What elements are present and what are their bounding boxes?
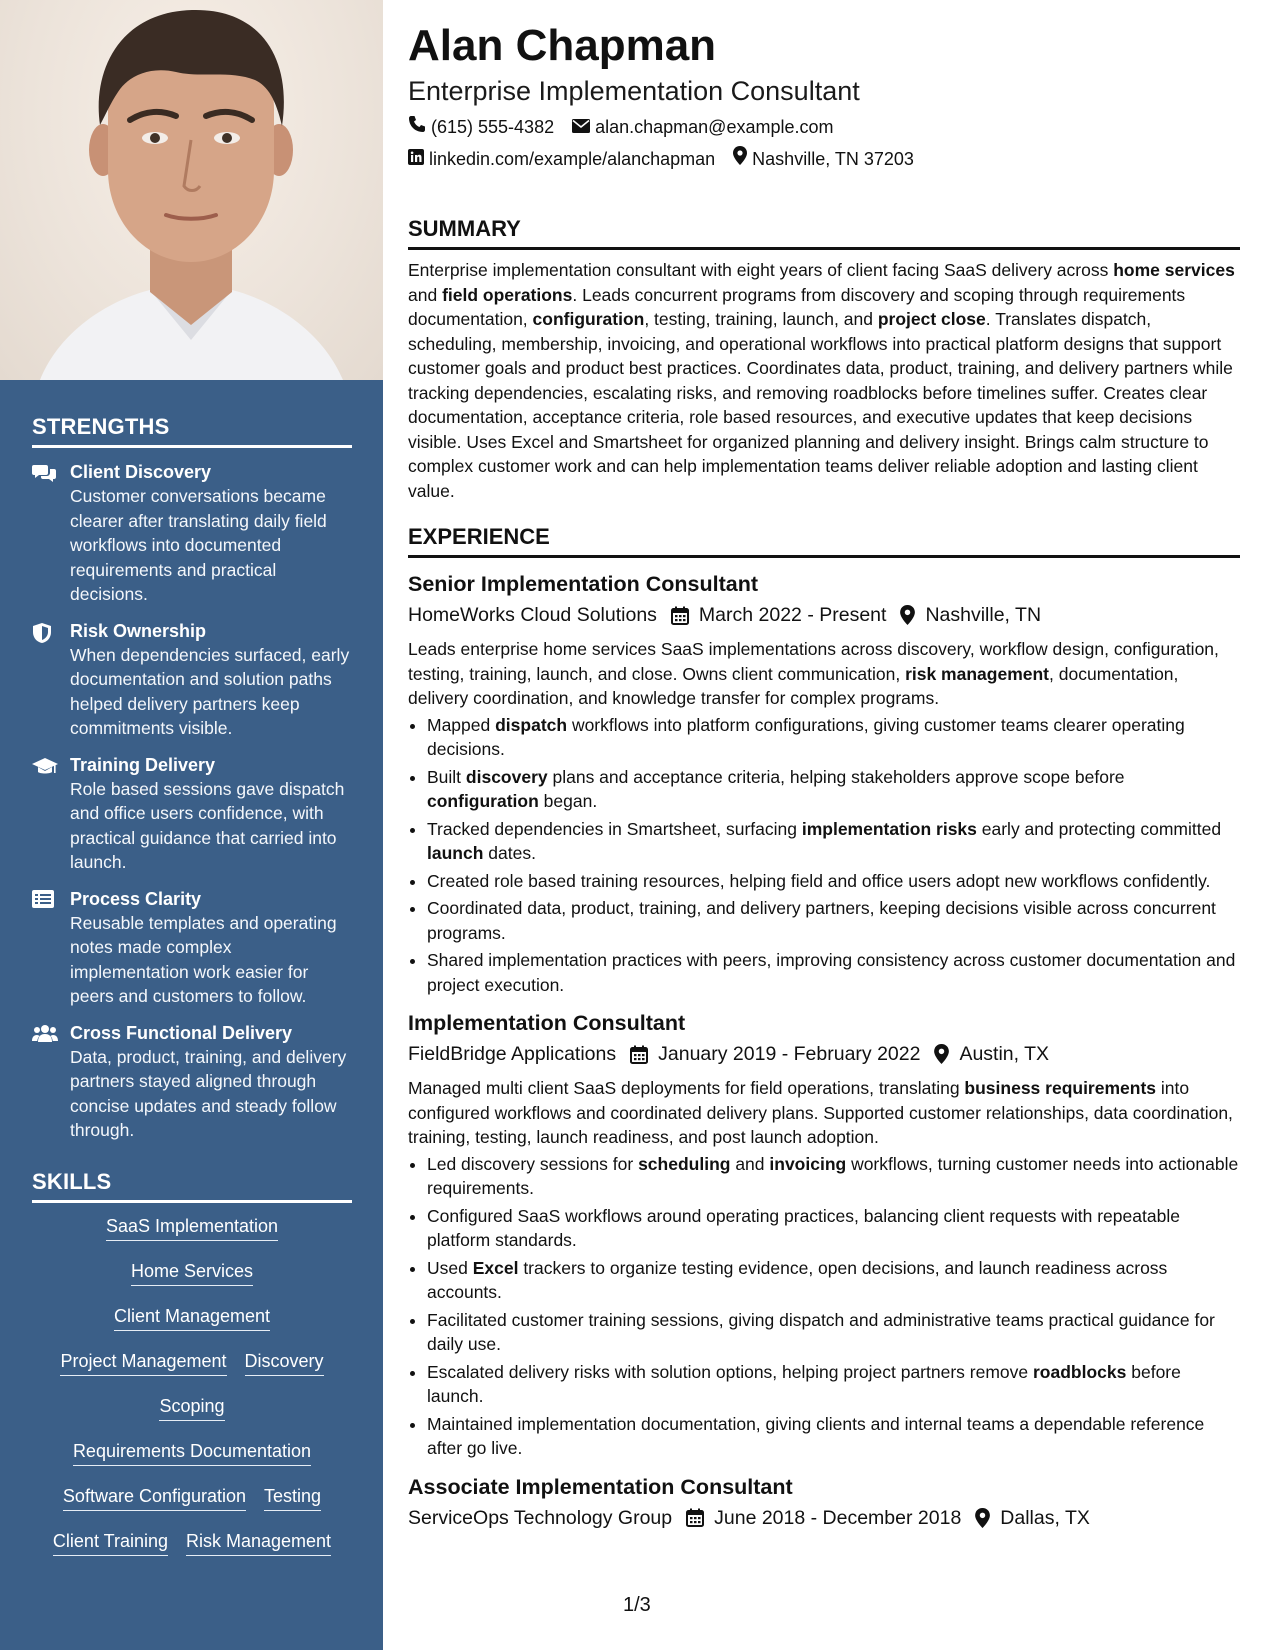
job-company: HomeWorks Cloud Solutions bbox=[408, 604, 657, 626]
text-span: into configured workflows and coordinated delivery plans. Supported customer relationships, data coordination, training, testing, launch readiness, and post launch adoption. bbox=[408, 1078, 1233, 1147]
strength-desc: Customer conversations became clearer after translating daily field workflows into documented requirements and practical decisions. bbox=[70, 486, 327, 604]
strength-title: Process Clarity bbox=[70, 888, 202, 909]
text-span: Enterprise implementation consultant with eight years of client facing SaaS delivery across bbox=[408, 260, 1114, 280]
text-span: Led discovery sessions for bbox=[427, 1153, 639, 1174]
job-bullets bbox=[408, 1152, 1240, 1461]
linkedin-text[interactable]: linkedin.com/example/alanchapman bbox=[429, 148, 716, 169]
skill-tag: Software Configuration bbox=[63, 1485, 246, 1511]
skill-row bbox=[32, 1485, 352, 1530]
text-span: . Translates dispatch, scheduling, membership, invoicing, and operational workflows into practical platform designs that support customer goals and product best practices. Coordinates data, product, training, and delivery partners while tracking dependencies, escalating risks, and removing roadblocks before timelines suffer. Creates clear documentation, acceptance criteria, role based resources, and executive updates that keep decisions visible. Uses Excel and Smartsheet for organized planning and delivery insight. Brings calm structure to complex customer work and can help implementation teams deliver reliable adoption and lasting client value. bbox=[408, 309, 1233, 501]
job-entry bbox=[408, 1473, 1240, 1532]
linkedin-icon bbox=[408, 147, 424, 171]
job-company: ServiceOps Technology Group bbox=[408, 1506, 673, 1529]
bullet-item bbox=[427, 1360, 1240, 1409]
bold-keyword: discovery bbox=[465, 766, 548, 787]
email-contact[interactable] bbox=[572, 115, 833, 139]
bold-keyword: business requirements bbox=[964, 1078, 1157, 1098]
skill-row bbox=[32, 1395, 352, 1440]
bold-keyword: Excel bbox=[472, 1257, 519, 1278]
strength-desc: Role based sessions gave dispatch and office users confidence, with practical guidance that carried into launch. bbox=[70, 778, 345, 872]
bullet-item bbox=[427, 1308, 1240, 1357]
text-span: Tracked dependencies in Smartsheet, surfacing bbox=[427, 818, 802, 839]
text-span: and bbox=[730, 1153, 770, 1174]
page-number: 1/3 bbox=[623, 1594, 651, 1616]
text-span: Facilitated customer training sessions, giving dispatch and administrative teams practical guidance for daily use. bbox=[427, 1309, 1215, 1354]
text-span: dates. bbox=[483, 843, 536, 863]
job-meta bbox=[408, 1040, 1240, 1068]
strength-desc: When dependencies surfaced, early documentation and solution paths helped delivery partners keep commitments visible. bbox=[70, 644, 350, 738]
summary-text bbox=[408, 258, 1240, 503]
bullet-item bbox=[427, 1204, 1240, 1253]
email-text[interactable]: alan.chapman@example.com bbox=[595, 117, 834, 137]
strength-title: Client Discovery bbox=[70, 462, 212, 482]
skill-row bbox=[32, 1260, 352, 1305]
strength-item bbox=[32, 619, 352, 741]
bold-keyword: home services bbox=[1113, 260, 1235, 280]
text-span: Mapped bbox=[427, 714, 496, 735]
job-description bbox=[408, 637, 1240, 711]
job-bullets bbox=[408, 713, 1240, 998]
bullet-item bbox=[427, 817, 1240, 866]
text-span: early and protecting committed bbox=[976, 818, 1222, 839]
strengths-heading: STRENGTHS bbox=[32, 414, 352, 448]
skills-list bbox=[32, 1215, 352, 1575]
text-span: began. bbox=[538, 791, 598, 811]
bold-keyword: invoicing bbox=[769, 1153, 847, 1174]
text-span: , documentation, delivery coordination, and knowledge transfer for complex programs. bbox=[408, 663, 1179, 708]
strength-desc: Reusable templates and operating notes made complex implementation work easier for peers and customers to follow. bbox=[70, 912, 337, 1006]
map-pin-icon bbox=[733, 146, 747, 171]
job-meta bbox=[408, 1504, 1240, 1532]
strength-item bbox=[32, 887, 352, 1009]
text-span: and bbox=[408, 284, 443, 305]
skill-tag: SaaS Implementation bbox=[106, 1215, 278, 1241]
text-span: Managed multi client SaaS deployments for field operations, translating bbox=[408, 1078, 965, 1098]
experience-list bbox=[408, 570, 1240, 1532]
job-title: Associate Implementation Consultant bbox=[408, 1474, 793, 1499]
bold-keyword: configuration bbox=[427, 791, 539, 811]
contact-row bbox=[408, 115, 1240, 139]
skill-tag: Testing bbox=[264, 1485, 321, 1511]
location-contact bbox=[733, 146, 914, 171]
summary-heading: SUMMARY bbox=[408, 215, 1240, 250]
calendar-icon bbox=[686, 1508, 704, 1527]
bold-keyword: dispatch bbox=[495, 714, 568, 735]
strength-item bbox=[32, 460, 352, 607]
calendar-icon bbox=[630, 1045, 648, 1064]
linkedin-contact[interactable] bbox=[408, 146, 715, 171]
shield-icon bbox=[32, 619, 70, 741]
bold-keyword: scheduling bbox=[638, 1153, 731, 1174]
job-meta bbox=[408, 601, 1240, 629]
strength-title: Risk Ownership bbox=[70, 620, 207, 641]
bullet-item bbox=[427, 1152, 1240, 1201]
location-text: Nashville, TN 37203 bbox=[752, 148, 914, 169]
text-span: , testing, training, launch, and bbox=[644, 309, 878, 329]
job-title: Senior Implementation Consultant bbox=[408, 572, 758, 596]
skill-row bbox=[32, 1305, 352, 1350]
skill-row bbox=[32, 1215, 352, 1260]
experience-heading: EXPERIENCE bbox=[408, 523, 1240, 558]
bold-keyword: configuration bbox=[532, 309, 645, 329]
job-title: Implementation Consultant bbox=[408, 1011, 686, 1035]
bold-keyword: launch bbox=[427, 843, 484, 863]
chat-bubbles-icon bbox=[32, 460, 70, 607]
text-span: Configured SaaS workflows around operating practices, balancing client requests with repeatable platform standards. bbox=[427, 1205, 1180, 1250]
strength-desc: Data, product, training, and delivery partners stayed aligned through concise updates and steady follow through. bbox=[70, 1046, 347, 1140]
strength-item bbox=[32, 1021, 352, 1143]
candidate-name: Alan Chapman bbox=[408, 21, 717, 70]
main-content bbox=[408, 20, 1240, 1532]
candidate-role: Enterprise Implementation Consultant bbox=[408, 76, 860, 106]
bold-keyword: implementation risks bbox=[801, 818, 977, 839]
bold-keyword: risk management bbox=[905, 663, 1050, 684]
job-entry bbox=[408, 570, 1240, 997]
skill-tag: Scoping bbox=[159, 1395, 224, 1421]
text-span: workflows into platform configurations, giving customer teams clearer operating decisions. bbox=[427, 714, 1185, 759]
people-group-icon bbox=[32, 1021, 70, 1143]
phone-contact bbox=[408, 115, 554, 139]
skill-row bbox=[32, 1440, 352, 1485]
text-span: . Leads concurrent programs from discovery and scoping through requirements documentation, bbox=[408, 284, 1186, 329]
text-span: plans and acceptance criteria, helping stakeholders approve scope before bbox=[547, 766, 1125, 787]
strength-title: Training Delivery bbox=[70, 754, 216, 775]
skills-heading: SKILLS bbox=[32, 1169, 352, 1203]
text-span: Built bbox=[427, 766, 466, 787]
bullet-item bbox=[427, 1412, 1240, 1461]
skill-tag: Project Management bbox=[60, 1350, 226, 1376]
skill-tag: Discovery bbox=[245, 1350, 324, 1376]
contact-row-2 bbox=[408, 146, 1240, 171]
bullet-item bbox=[427, 713, 1240, 762]
calendar-icon bbox=[671, 606, 689, 625]
skill-tag: Requirements Documentation bbox=[73, 1440, 311, 1466]
job-description bbox=[408, 1076, 1240, 1150]
map-pin-icon bbox=[900, 605, 915, 625]
job-location: Austin, TX bbox=[959, 1043, 1050, 1065]
text-span: workflows, turning customer needs into actionable requirements. bbox=[427, 1153, 1239, 1198]
job-dates: January 2019 - February 2022 bbox=[658, 1043, 921, 1065]
text-span: before launch. bbox=[427, 1361, 1181, 1406]
strength-title: Cross Functional Delivery bbox=[70, 1022, 293, 1043]
bold-keyword: field operations bbox=[442, 284, 573, 305]
sidebar bbox=[0, 0, 383, 1650]
text-span: trackers to organize testing evidence, open decisions, and launch readiness across accounts. bbox=[427, 1257, 1168, 1302]
list-card-icon bbox=[32, 887, 70, 1009]
skill-tag: Client Training bbox=[53, 1530, 168, 1556]
map-pin-icon bbox=[975, 1508, 990, 1528]
phone-icon bbox=[408, 115, 426, 139]
text-span: Used bbox=[427, 1257, 473, 1278]
text-span: Shared implementation practices with peers, improving consistency across customer documentation and project execution. bbox=[427, 950, 1236, 995]
bullet-item bbox=[427, 1256, 1240, 1305]
strength-item bbox=[32, 753, 352, 875]
graduation-cap-icon bbox=[32, 753, 70, 875]
text-span: Coordinated data, product, training, and delivery partners, keeping decisions visible across concurrent programs. bbox=[427, 898, 1216, 943]
skill-row bbox=[32, 1350, 352, 1395]
phone-text: (615) 555-4382 bbox=[431, 117, 555, 137]
text-span: Maintained implementation documentation, giving clients and internal teams a dependable reference after go live. bbox=[427, 1413, 1205, 1458]
text-span: Leads enterprise home services SaaS implementations across discovery, workflow design, configuration, testing, training, launch, and close. Owns client communication, bbox=[408, 639, 1219, 684]
job-location: Nashville, TN bbox=[925, 604, 1042, 626]
skill-tag: Client Management bbox=[114, 1305, 270, 1331]
bold-keyword: project close bbox=[877, 309, 986, 329]
skill-row bbox=[32, 1530, 352, 1575]
bullet-item bbox=[427, 765, 1240, 814]
job-company: FieldBridge Applications bbox=[408, 1043, 617, 1065]
job-entry bbox=[408, 1009, 1240, 1461]
job-dates: June 2018 - December 2018 bbox=[714, 1506, 962, 1529]
envelope-icon bbox=[572, 115, 590, 139]
profile-photo bbox=[0, 0, 383, 380]
bold-keyword: roadblocks bbox=[1033, 1361, 1127, 1382]
bullet-item bbox=[427, 896, 1240, 945]
map-pin-icon bbox=[934, 1044, 949, 1064]
skill-tag: Risk Management bbox=[186, 1530, 331, 1556]
job-location: Dallas, TX bbox=[1000, 1506, 1090, 1529]
bullet-item bbox=[427, 948, 1240, 997]
bullet-item bbox=[427, 869, 1240, 894]
skill-tag: Home Services bbox=[131, 1260, 253, 1286]
text-span: Escalated delivery risks with solution options, helping project partners remove bbox=[427, 1361, 1033, 1382]
text-span: Created role based training resources, helping field and office users adopt new workflows confidently. bbox=[427, 870, 1211, 891]
job-dates: March 2022 - Present bbox=[698, 604, 887, 626]
